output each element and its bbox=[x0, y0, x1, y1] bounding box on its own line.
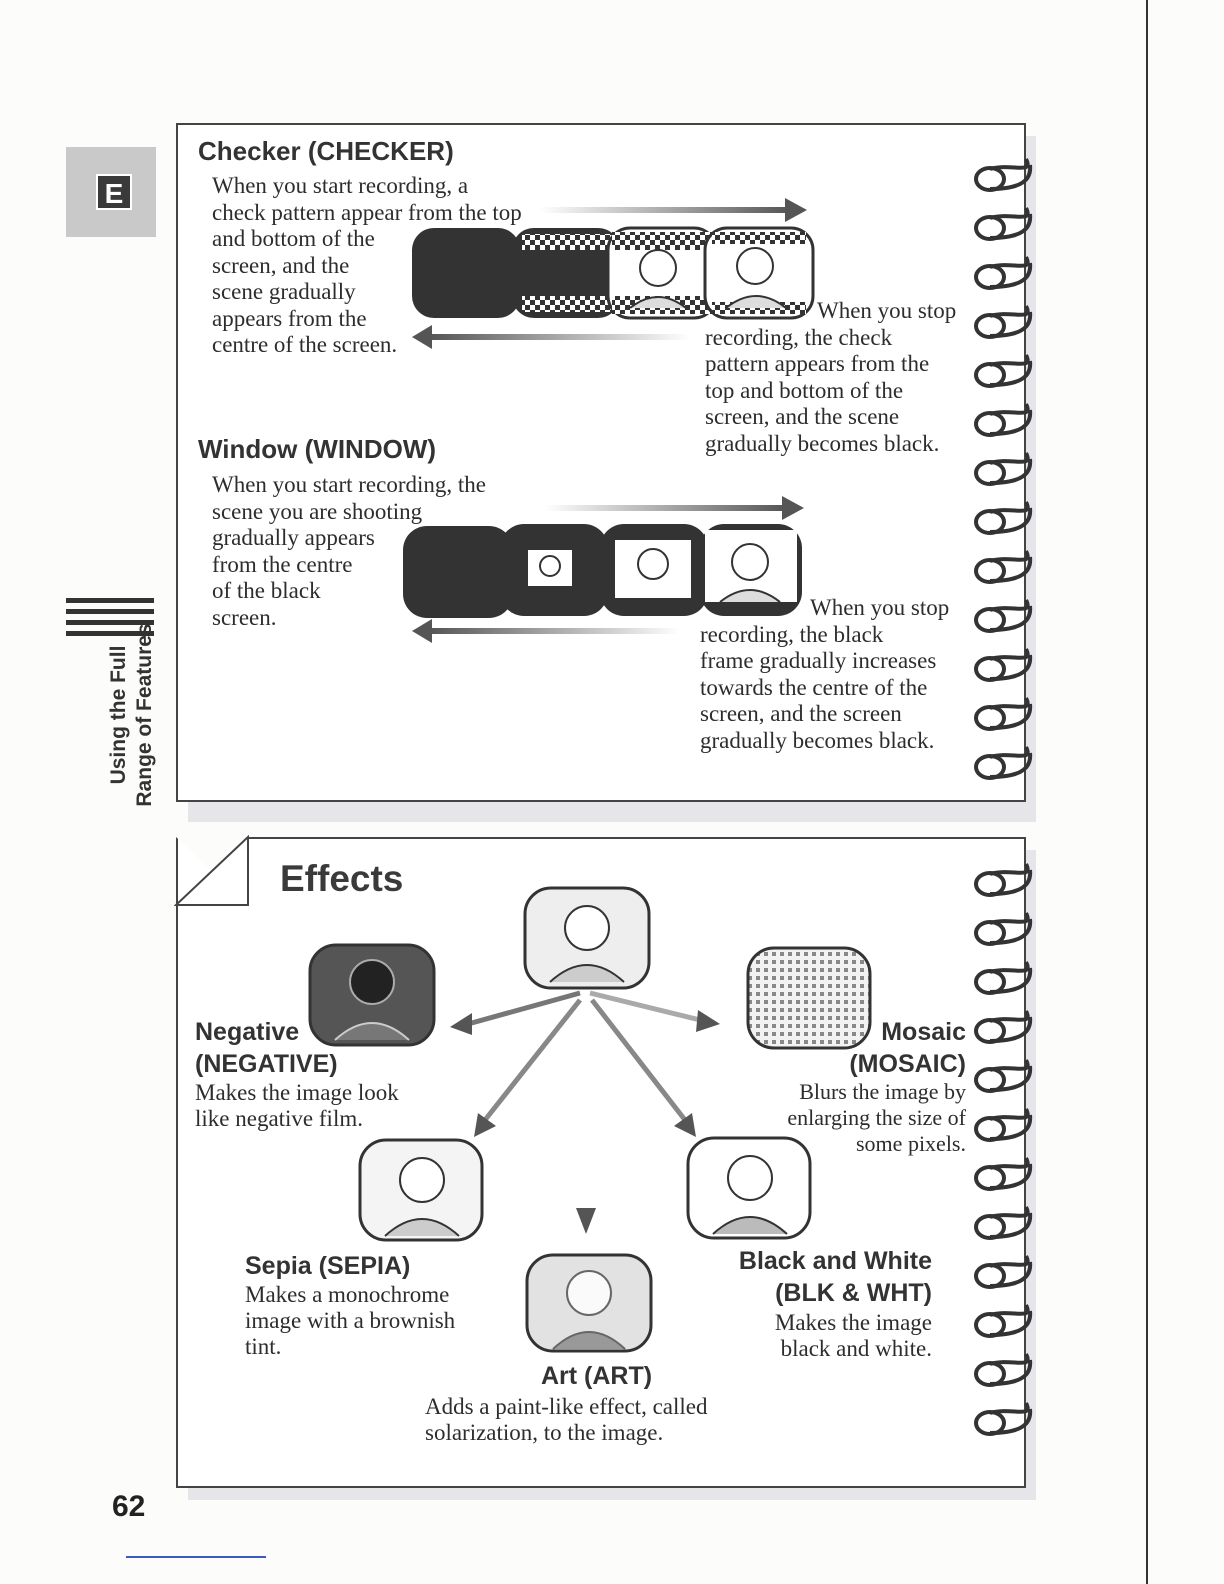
arrow-left-icon bbox=[412, 325, 690, 349]
spiral-binding-ring-icon bbox=[972, 909, 1040, 951]
text-line: scene you are shooting bbox=[212, 498, 423, 524]
spiral-binding-ring-icon bbox=[972, 547, 1040, 589]
text-line: of the black bbox=[212, 578, 321, 603]
art-title: Art (ART) bbox=[541, 1362, 653, 1390]
bw-title bbox=[720, 1245, 932, 1309]
text-line: screen. bbox=[212, 604, 277, 630]
chapter-tab-letter: E bbox=[96, 174, 132, 210]
footer-rule bbox=[126, 1556, 266, 1558]
spiral-binding-ring-icon bbox=[972, 860, 1040, 902]
dog-eared-corner-icon bbox=[174, 835, 254, 911]
text-line: When you start recording, a bbox=[212, 173, 469, 198]
text-line: from the centre bbox=[212, 551, 353, 577]
page-edge-line bbox=[1146, 0, 1148, 1584]
text-line: screen, and the bbox=[212, 252, 350, 278]
desc-line: some pixels. bbox=[856, 1131, 966, 1156]
title-line: (BLK & WHT) bbox=[775, 1279, 932, 1307]
desc-line: tint. bbox=[245, 1334, 282, 1359]
sepia-desc bbox=[245, 1282, 455, 1360]
spiral-binding-ring-icon bbox=[972, 204, 1040, 246]
spiral-binding-ring-icon bbox=[972, 1399, 1040, 1441]
desc-line: Blurs the image by bbox=[799, 1079, 966, 1104]
spiral-binding-ring-icon bbox=[972, 1252, 1040, 1294]
text-line: and bottom of the bbox=[212, 226, 375, 251]
text-line: When you start recording, the bbox=[212, 472, 486, 497]
arrow-right-icon bbox=[545, 496, 804, 520]
text-line: top and bottom of the bbox=[705, 377, 904, 403]
title-line: Black and White bbox=[738, 1247, 932, 1275]
title-line: (MOSAIC) bbox=[849, 1050, 966, 1078]
section-bar bbox=[66, 598, 154, 603]
title-line: Negative bbox=[195, 1018, 300, 1046]
arrow-down-icon bbox=[576, 1000, 596, 1234]
spiral-binding-ring-icon bbox=[972, 1007, 1040, 1049]
spiral-binding-ring-icon bbox=[972, 1154, 1040, 1196]
text-line: centre of the screen. bbox=[212, 332, 398, 357]
desc-line: Adds a paint-like effect, called bbox=[425, 1394, 708, 1419]
section-bar bbox=[66, 609, 154, 614]
desc-line: black and white. bbox=[780, 1336, 932, 1361]
spiral-binding-ring-icon bbox=[972, 1203, 1040, 1245]
negative-title bbox=[195, 1016, 338, 1080]
text-line: gradually becomes black. bbox=[705, 430, 940, 456]
window-heading: Window (WINDOW) bbox=[198, 434, 437, 464]
art-screen-illustration bbox=[525, 1253, 655, 1355]
bw-desc bbox=[720, 1310, 932, 1362]
text-line: When you stop bbox=[810, 595, 950, 620]
spiral-binding-ring-icon bbox=[972, 449, 1040, 491]
spiral-binding-ring-icon bbox=[972, 1056, 1040, 1098]
checker-illustration bbox=[400, 190, 820, 360]
page-number: 62 bbox=[112, 1490, 146, 1523]
spiral-binding-ring-icon bbox=[972, 351, 1040, 393]
arrow-down-icon bbox=[474, 1000, 580, 1137]
checker-heading: Checker (CHECKER) bbox=[198, 136, 454, 166]
text-line: pattern appears from the bbox=[705, 351, 930, 376]
arrow-down-icon bbox=[592, 1000, 696, 1137]
spiral-binding-ring-icon bbox=[972, 1350, 1040, 1392]
spiral-binding-ring-icon bbox=[972, 1301, 1040, 1343]
effects-title: Effects bbox=[280, 858, 404, 899]
desc-line: enlarging the size of bbox=[787, 1105, 966, 1130]
arrow-right-icon bbox=[540, 198, 807, 222]
section-side-label bbox=[106, 615, 158, 815]
spiral-binding-ring-icon bbox=[972, 155, 1040, 197]
title-line: (NEGATIVE) bbox=[195, 1050, 338, 1078]
spiral-binding-ring-icon bbox=[972, 302, 1040, 344]
text-line: towards the centre of the bbox=[700, 674, 928, 700]
text-line: frame gradually increases bbox=[700, 648, 937, 673]
sepia-title: Sepia (SEPIA) bbox=[245, 1252, 411, 1280]
side-label-line: Range of Features bbox=[133, 623, 156, 807]
spiral-binding-ring-icon bbox=[972, 596, 1040, 638]
text-line: recording, the check bbox=[705, 324, 893, 350]
side-label-line: Using the Full bbox=[107, 645, 130, 785]
mosaic-title bbox=[770, 1016, 966, 1080]
negative-desc bbox=[195, 1080, 399, 1132]
text-line: screen, and the scene bbox=[705, 404, 900, 429]
arrow-left-icon bbox=[450, 993, 580, 1035]
desc-line: Makes the image bbox=[774, 1310, 932, 1335]
window-illustration bbox=[395, 490, 815, 650]
spiral-binding-ring-icon bbox=[972, 694, 1040, 736]
spiral-binding-ring-icon bbox=[972, 743, 1040, 785]
arrow-left-icon bbox=[412, 619, 680, 643]
desc-line: Makes the image look bbox=[195, 1080, 399, 1105]
text-line: When you stop bbox=[817, 298, 957, 323]
spiral-binding-ring-icon bbox=[972, 958, 1040, 1000]
spiral-binding-ring-icon bbox=[972, 498, 1040, 540]
text-line: appears from the bbox=[212, 305, 367, 331]
desc-line: Makes a monochrome bbox=[245, 1282, 450, 1307]
desc-line: solarization, to the image. bbox=[425, 1420, 664, 1445]
text-line: gradually appears bbox=[212, 525, 375, 550]
text-line: screen, and the screen bbox=[700, 701, 902, 726]
text-line: gradually becomes black. bbox=[700, 727, 935, 753]
spiral-binding-ring-icon bbox=[972, 400, 1040, 442]
mosaic-desc bbox=[730, 1079, 966, 1157]
text-line: recording, the black bbox=[700, 621, 884, 647]
spiral-binding-ring-icon bbox=[972, 645, 1040, 687]
title-line: Mosaic bbox=[881, 1018, 966, 1046]
spiral-binding-ring-icon bbox=[972, 253, 1040, 295]
spiral-binding-ring-icon bbox=[972, 1105, 1040, 1147]
desc-line: like negative film. bbox=[195, 1106, 363, 1131]
text-line: scene gradually bbox=[212, 279, 356, 304]
text-line: check pattern appear from the top bbox=[212, 199, 522, 225]
art-desc bbox=[425, 1394, 707, 1446]
desc-line: image with a brownish bbox=[245, 1308, 456, 1333]
